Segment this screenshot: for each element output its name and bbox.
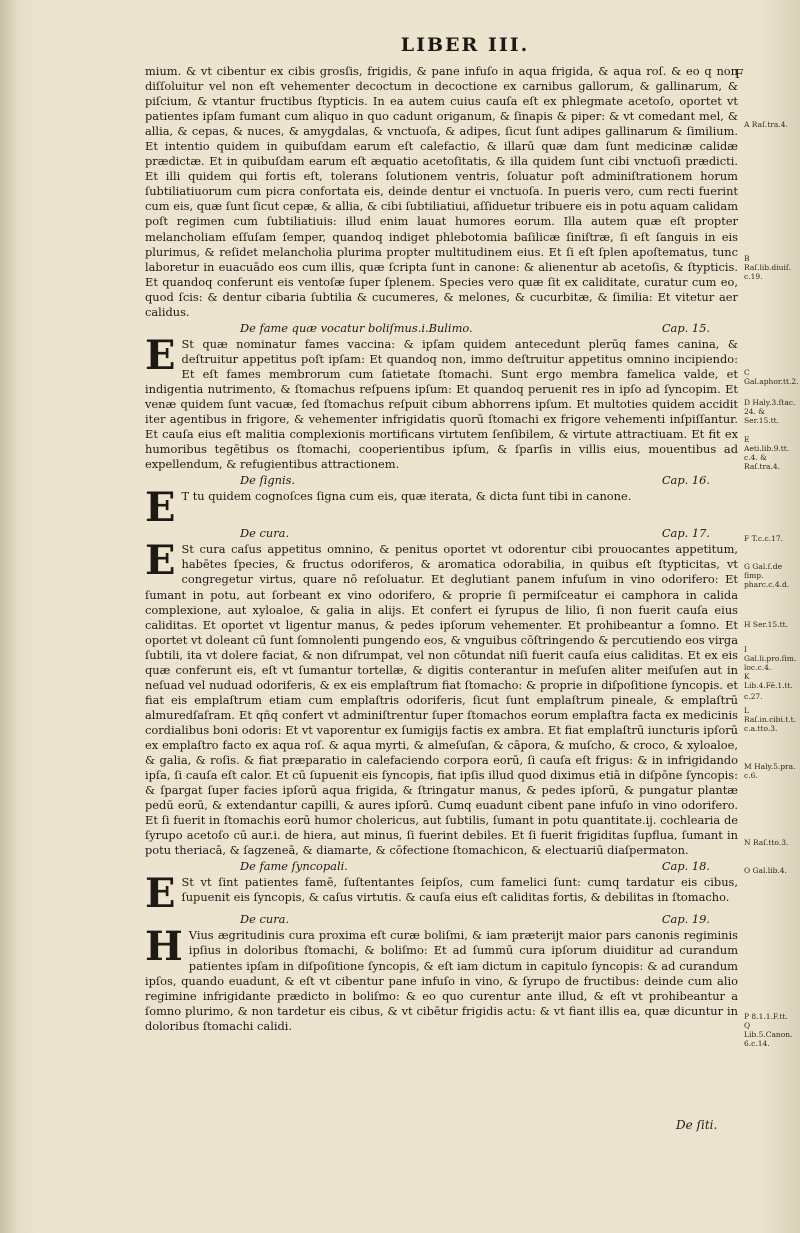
paragraph-signs [145,484,738,532]
paragraph-text: St cura caſus appetitus omnino, & penitus oportet vt odorentur cibi prouocantes appetitum, habētes ſpecies, & fructus odoriferos, & aromatica odorabilia, in quibus eſt ſtypticitas, vt congregetur virtus, quare nō reſoluatur. Et deglutiant panem infuſum in vino odorifero: Et ſumant in potu, aut ſorbeant ex vino odorifero, & proprie ſi permiſceatur ei camphora in calida complexione, aut xyloaloe, & galia in alijs. Et confert ei ſyrupus de lilio, ſi non fuerit cauſa eius caliditas. Et oportet vt ligentur manus, & pedes ipſorum vehementer. Et prohibeantur a ſomno. Et oportet vt doleant cū ſunt ſomnolenti pungendo eos, & vnguibus cōſtringendo & percutiendo eos virga ſubtili, ita vt dolere faciat, & non diſrumpat, vel non cōtundat niſi fuerit cauſa eius caliditas. Et ex eis quæ conferunt eis, eſt vt ſumantur tortellæ, & digitis conterantur in meſuſen aliter meiſuſen aut in neſuad vel nuduad odoriferis, & ex eis emplaſtrum fiat ſtomacho: & proprie in diſpoſitione ſyncopis. et fiat eis emplaſtrum etiam cum emplaſtris odoriferis, ſicut ſunt emplaſtrum pineale, & emplaſtrū almuredſaſram. Et qñq confert vt adminiſtrentur ſuper ſtomachos eorum emplaſtra facta ex medicinis cordialibus boni odoris: Et vt vaporentur ex ſumigijs factis ex ambra. Et fiat emplaſtrū iuncturis ipſorū ex emplaſtro facto ex aqua roſ. & aqua myrti, & almeſuſan, & cāpora, & muſcho, & croco, & xyloaloe, & galia, & roſis. & fiat præparatio in calefaciendo corpora eorū, ſi cauſa eſt frigus: & in infrigidando ipſa, ſi cauſa eſt calor. Et cū ſupuenit eis ſyncopis, fiat ipſis illud quod diximus etiā in diſpōne ſyncopis: & ſpargat ſuper facies ipſorū aqua frigida, & ſtringatur manus, & pedes ipſorū, & pungatur plantæ pedū eorū, & extendantur capilli, & aures ipſorū. Cumq euadunt cibent pane infuſo in vino odorifero. Et ſi fuerit in ſtomachis eorū humor cholericus, aut ſubtilis, ſumant in potu quantitate.ij. cochlearia de ſyrupo acetoſo cū aur.i. de hiera, aut minus, ſi fuerint debiles. Et ſi fuerit frigiditas ſupflua, ſumant in potu theriacā, & ſagzeneā, & diamarte, & cōfectione ſtomachicon, & electuariū diaſpermaton. [145,542,738,858]
page-title: LIBER III. [400,34,530,56]
chapter-number: Cap. 16. [661,473,710,488]
chapter-title: De cura. [240,912,290,927]
margin-note: I Gal.li.pro.ſim. loc.c.4. [744,645,797,672]
paragraph-text: St vt ſint patientes famē, ſuſtentantes ſeipſos, cum famelici ſunt: cumq tardatur eis cibus, ſupuenit eis ſyncopis, & caſus virtutis. & cauſa eius eſt caliditas fortis, & debilitas in ſtomacho. [181,875,738,905]
paragraph-continuation: mium. & vt cibentur ex cibis grosſis, frigidis, & pane infuſo in aqua frigida, & aqua roſ. & eo q non diſſoluitur vel non eſt vehementer decoctum in decoctione ex carnibus gallorum, & gallinarum, & piſcium, & vtantur fructibus ſtypticis. In ea autem cuius cauſa eſt ex phlegmate acetoſo, oportet vt patientes ipſam fumant cum aliquo in quo cadunt origanum, & ſinapis & piper: & vt comedant mel, & allia, & cepas, & nuces, & amygdalas, & vnctuoſa, & adipes, ſicut ſunt adipes gallinarum & ſimilium. Et intentio quidem in quibuſdam earum eſt calefactio, & illarū quæ dam ſunt medicinæ calidæ prædictæ. Et in quibuſdam earum eſt æquatio acetoſitatis, & illa quidem ſunt cibi vnctuoſi prædicti. Et illi quidem qui fortis eſt, tolerans ſolutionem ventris, ſoluatur poſt adminiſtrationem horum ſubtiliatiuorum cum picra confortata eis, deinde dentur ei vnctuoſa. In pueris vero, cum recti fuerint cum eis, quæ ſunt ſicut cepæ, & allia, & cibi ſubtiliatiui, aſſiduetur tribuere eis in potu aquam calidam poſt regimen cum ſubtiliatiuis: illud enim lauat humores eorum. Illa autem quæ eſt propter melancholiam eſſuſam ſemper, quandoq indiget phlebotomia baſilicæ ſiniſtræ, ſi eſt ſanguis in eis plurimus, & reſidet melancholia plurima propter multitudinem eius. Et ſi eſt ſplen apoſtematus, tunc laboretur in euacuādo eos cum illis, quæ ſcripta ſunt in canone: & alienentur ab acetoſis, & ſtypticis. Et quandoq conferunt eis ventoſæ ſuper ſplenem. Species vero quæ ſit ex caliditate, curatur cum eo, quod ſcis: & dentur cibaria ſubtilia & cucumeres, & melones, & cucurbitæ, & ſimilia: Et vitetur aer calidus. [145,64,738,319]
running-head [0,34,800,56]
paragraph-text: St quæ nominatur fames vaccina: & ipſam quidem antecedunt plerūq fames canina, & deſtruitur appetitus poſt ipſam: Et quandoq non, immo deſtruitur appetitus omnino incipiendo: Et eſt fames membrorum cum ſatietate ſtomachi. Sunt ergo membra famelica valde, et indigentia nutrimento, & ſtomachus reſpuens ipſum: Et quandoq peruenit res in ipſo ad ſyncopim. Et venæ quidem ſunt vacuæ, ſed ſtomachus reſpuit cibum abhorrens ipſum. Et multoties quidem accidit iter agentibus in frigore, & vehementer infrigidatis quorū ſtomachi ex frigore vehementi inſpiſſantur. Et cauſa eius eſt malitia complexionis mortificans virtutem ſenſibilem, & virtute attractiuam. Et fit ex humoribus tegētibus os ſtomachi, cooperientibus ipſum, & ſparſis in villis eius, mouentibus ad expellendum, & refugientibus attractionem. [145,336,738,472]
drop-initial: H [145,923,183,971]
margin-note: A Raſ.tra.4. [744,120,788,129]
chapter-heading-16 [145,473,738,488]
chapter-heading-15 [145,321,738,336]
chapter-heading-18 [145,859,738,874]
margin-note: P 8.1.1.F.tt. Q Lib.5.Canon. 6.c.14. [744,1012,793,1048]
margin-note: F T.c.c.17. [744,534,783,543]
marginal-letter-f: F [735,67,744,81]
margin-note: C Gal.aphor.tt.2. [744,368,799,386]
drop-initial: E [145,537,176,585]
chapter-title: De ſignis. [240,473,296,488]
margin-note: B Raſ.lib.diuiſ. c.19. [744,254,792,281]
text-column [145,64,738,1034]
chapter-number: Cap. 19. [661,912,710,927]
drop-initial: E [145,331,176,379]
margin-note: M Haly.5.pra. c.6. [744,762,796,780]
margin-note: L Raſ.in.cibi.t.t. c.a.tto.3. [744,706,797,733]
chapter-number: Cap. 15. [661,320,710,335]
chapter-number: Cap. 17. [661,526,710,541]
drop-initial: E [145,870,176,918]
paragraph-cure-19 [145,923,738,1033]
chapter-title: De fame ſyncopali. [240,859,348,874]
margin-note: N Raſ.tto.3. [744,838,789,847]
chapter-title: De cura. [240,526,290,541]
margin-note: H Ser.15.tt. [744,620,788,629]
paragraph-bulimia [145,331,738,472]
margin-note: D Haly.3.ſtac. 24. & Ser.15.tt. [744,398,796,425]
chapter-number: Cap. 18. [661,859,710,874]
margin-note: O Gal.lib.4. [744,866,787,875]
margin-note: c.27. [744,692,763,701]
margin-note: K Lib.4.Fē.1.tt. [744,672,793,690]
margin-note: G Gal.ſ.de ſimp. pharc.c.4.d. [744,562,790,589]
paragraph-cure [145,537,738,858]
catchword: De ſiti. [676,1118,718,1132]
chapter-heading-19 [145,912,738,927]
paragraph-syncopal-hunger [145,870,738,918]
chapter-title: De fame quæ vocatur boliſmus.i.Bulimo. [240,320,473,335]
chapter-heading-17 [145,526,738,541]
drop-initial: E [145,484,176,532]
paragraph-text: Vius ægritudinis cura proxima eſt curæ boliſmi, & iam præterijt maior pars canonis regiminis ipſius in doloribus ſtomachi, & boliſmo: Et ad ſummū cura ipſorum diuiditur ad curandum patientes ipſam in diſpoſitione ſyncopis, & eſt iam dictum in capitulo ſyncopis: & ad curandum ipſos, quando euadunt, & eſt vt cibentur pane infuſo in vino, & ſyrupo de fructibus: deinde cum alio regimine infrigidante prædicto in boliſmo: & eo quo curentur ante illud, & eſt vt prohibeantur a ſomno plurimo, & non tardetur eis cibus, & vt cibētur frigidis actu: & vt fiant illis ea, quæ dicuntur in doloribus ſtomachi calidi. [145,928,738,1033]
margin-note: E Aeti.lib.9.tt. c.4. & Raſ.tra.4. [744,435,790,471]
paragraph-text: T tu quidem cognoſces ſigna cum eis, quæ iterata, & dicta ſunt tibi in canone. [181,489,632,504]
